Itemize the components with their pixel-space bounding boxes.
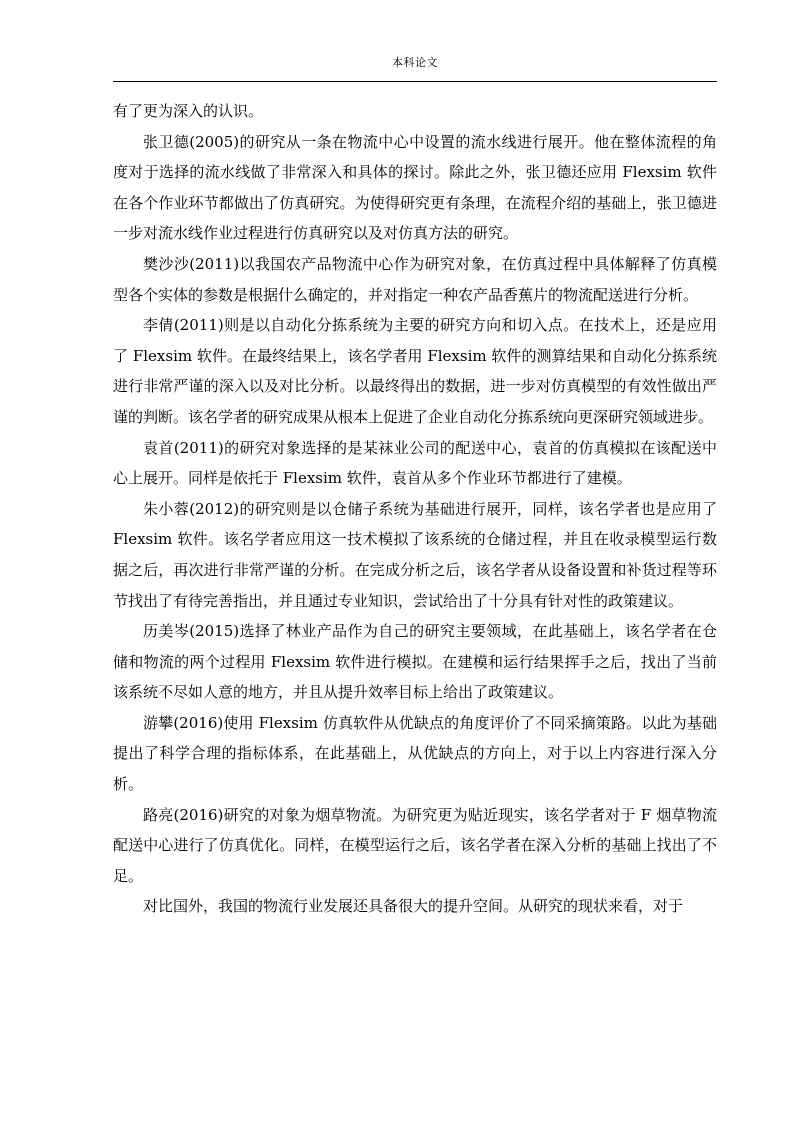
paragraph: 张卫德(2005)的研究从一条在物流中心中设置的流水线进行展开。他在整体流程的角度对于选择的流水线做了非常深入和具体的探讨。除此之外，张卫德还应用 Flexsim 软件在各个作业环节都做出了仿真研究。为使得研究更有条理，在流程介绍的基础上，张卫德进一步对流水线作业过程进行仿真研究以及对仿真方法的研究。: [113, 132, 717, 243]
paragraph: 有了更为深入的认识。: [113, 102, 264, 120]
body-text: [113, 96, 717, 922]
paragraph: 樊沙沙(2011)以我国农产品物流中心作为研究对象，在仿真过程中具体解释了仿真模型各个实体的参数是根据什么确定的，并对指定一种农产品香蕉片的物流配送进行分析。: [113, 254, 717, 304]
paragraph: 袁首(2011)的研究对象选择的是某袜业公司的配送中心，袁首的仿真模拟在该配送中心上展开。同样是依托于 Flexsim 软件，袁首从多个作业环节都进行了建模。: [113, 438, 717, 488]
paragraph: 朱小蓉(2012)的研究则是以仓储子系统为基础进行展开，同样，该名学者也是应用了 Flexsim 软件。该名学者应用这一技术模拟了该系统的仓储过程，并且在收录模型运行数据之后，再次进行非常严谨的分析。在完成分析之后，该名学者从设备设置和补货过程等环节找出了有待完善指出，并且通过专业知识，尝试给出了十分具有针对性的政策建议。: [113, 499, 717, 610]
paragraph: 李倩(2011)则是以自动化分拣系统为主要的研究方向和切入点。在技术上，还是应用了 Flexsim 软件。在最终结果上，该名学者用 Flexsim 软件的测算结果和自动化分拣系统进行非常严谨的深入以及对比分析。以最终得出的数据，进一步对仿真模型的有效性做出严谨的判断。该名学者的研究成果从根本上促进了企业自动化分拣系统向更深研究领域进步。: [113, 316, 717, 426]
page-header-title: 本科论文: [392, 56, 438, 69]
paragraph: 路亮(2016)研究的对象为烟草物流。为研究更为贴近现实，该名学者对于 F 烟草物流配送中心进行了仿真优化。同样，在模型运行之后，该名学者在深入分析的基础上找出了不足。: [113, 805, 717, 885]
paragraph: 对比国外，我国的物流行业发展还具备很大的提升空间。从研究的现状来看，对于: [143, 897, 684, 916]
paragraph: 游攀(2016)使用 Flexsim 仿真软件从优缺点的角度评价了不同采摘策路。以此为基础提出了科学合理的指标体系，在此基础上，从优缺点的方向上，对于以上内容进行深入分析。: [113, 713, 717, 794]
header-divider: [113, 81, 717, 82]
paragraph: 历美岑(2015)选择了林业产品作为自己的研究主要领域，在此基础上，该名学者在仓储和物流的两个过程用 Flexsim 软件进行模拟。在建模和运行结果挥手之后，找出了当前该系统不尽如人意的地方，并且从提升效率目标上给出了政策建议。: [113, 622, 717, 702]
